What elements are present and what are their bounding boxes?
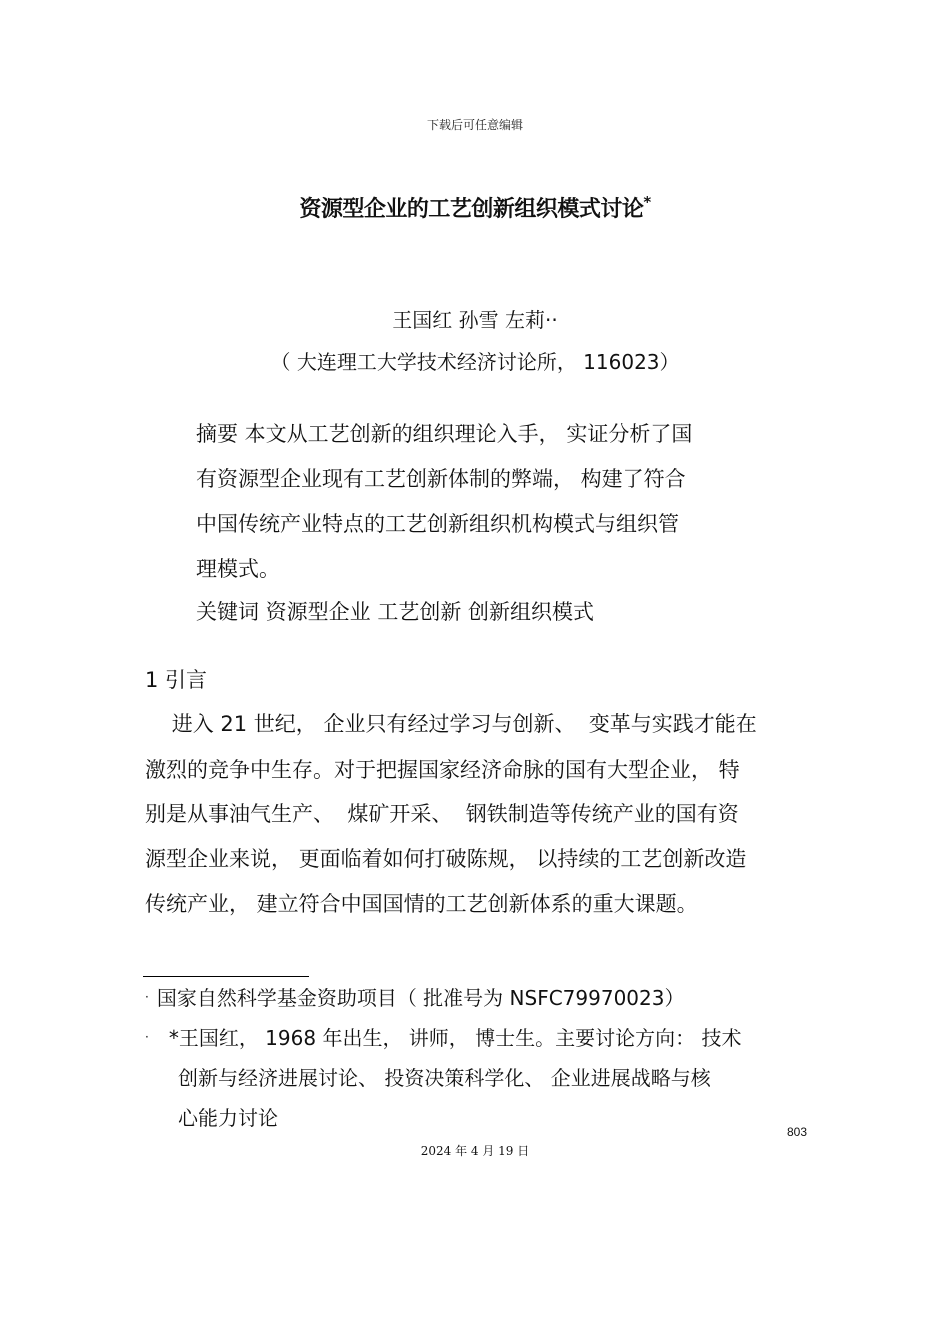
footnote-bullet: ·	[145, 990, 149, 1004]
abstract-line: 理模式。	[196, 557, 280, 581]
page-number: 803	[786, 1125, 807, 1139]
affiliation: （ 大连理工大学技术经济讨论所， 116023）	[270, 350, 680, 374]
section-heading: 1 引言	[145, 668, 208, 692]
body-line: 激烈的竞争中生存。对于把握国家经济命脉的国有大型企业， 特	[145, 758, 740, 782]
body-line: 传统产业， 建立符合中国国情的工艺创新体系的重大课题。	[145, 892, 698, 916]
title-text: 资源型企业的工艺创新组织模式讨论	[299, 197, 644, 222]
page-header-note: 下载后可任意编辑	[426, 118, 523, 132]
footnote-2	[145, 1022, 742, 1051]
body-line: 别是从事油气生产、 煤矿开采、 钢铁制造等传统产业的国有资	[145, 802, 739, 826]
footnote-1	[145, 982, 684, 1011]
abstract-line: 摘要 本文从工艺创新的组织理论入手， 实证分析了国	[196, 422, 693, 446]
abstract-line: 中国传统产业特点的工艺创新组织机构模式与组织管	[196, 512, 679, 536]
abstract-line: 有资源型企业现有工艺创新体制的弊端， 构建了符合	[196, 467, 686, 491]
footnote-2-line: 心能力讨论	[178, 1106, 278, 1130]
body-line: 源型企业来说， 更面临着如何打破陈规， 以持续的工艺创新改造	[145, 847, 747, 871]
page-date: 2024 年 4 月 19 日	[420, 1144, 530, 1158]
footnote-2-line: 创新与经济进展讨论、 投资决策科学化、 企业进展战略与核	[178, 1066, 711, 1090]
footnote-2-line: *王国红， 1968 年出生， 讲师， 博士生。主要讨论方向： 技术	[168, 1026, 742, 1050]
footnote-1-text: 国家自然科学基金资助项目（ 批准号为 NSFC79970023）	[156, 986, 685, 1010]
footnote-bullet: ·	[145, 1030, 149, 1044]
title-footnote-mark: *	[643, 193, 651, 211]
body-line: 进入 21 世纪， 企业只有经过学习与创新、 变革与实践才能在	[145, 712, 757, 736]
authors: 王国红 孙雪 左莉··	[392, 308, 558, 332]
keywords: 关键词 资源型企业 工艺创新 创新组织模式	[196, 600, 595, 624]
document-title	[0, 192, 950, 223]
footnote-divider	[143, 976, 309, 977]
